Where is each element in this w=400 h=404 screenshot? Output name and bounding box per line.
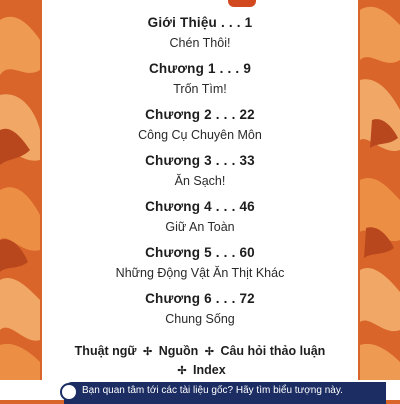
primary-source-icon bbox=[60, 383, 78, 401]
toc-entry-title: Trốn Tìm! bbox=[173, 82, 227, 96]
toc-entry[interactable] bbox=[42, 198, 358, 244]
toc-entry[interactable] bbox=[42, 290, 358, 336]
toc-entry-title: Chén Thôi! bbox=[169, 36, 231, 50]
footer-note: Bạn quan tâm tới các tài liệu gốc? Hãy tìm biểu tượng này. bbox=[82, 385, 343, 396]
toc-entry[interactable] bbox=[42, 244, 358, 290]
leaf-separator-icon: ✢ bbox=[204, 346, 214, 358]
sources-link[interactable]: Nguồn bbox=[158, 344, 199, 358]
toc-entry-heading: Giới Thiệu . . . 1 bbox=[147, 15, 253, 30]
toc-entry[interactable] bbox=[42, 106, 358, 152]
index-link[interactable]: Index bbox=[193, 363, 226, 377]
toc-entry-title: Giữ An Toàn bbox=[165, 220, 235, 234]
toc-entry-title: Ăn Sạch! bbox=[174, 174, 226, 188]
top-ornament bbox=[228, 0, 256, 7]
toc-entry-title: Chung Sống bbox=[165, 312, 235, 326]
toc-entry[interactable] bbox=[42, 14, 358, 60]
toc-entry-heading: Chương 3 . . . 33 bbox=[145, 153, 255, 168]
toc-entry-heading: Chương 4 . . . 46 bbox=[145, 199, 255, 214]
toc-entry-title: Công Cụ Chuyên Môn bbox=[138, 128, 262, 142]
toc-entry[interactable] bbox=[42, 60, 358, 106]
toc-entry[interactable] bbox=[42, 152, 358, 198]
table-of-contents bbox=[42, 14, 358, 336]
leaf-separator-icon: ✢ bbox=[142, 346, 153, 358]
toc-entry-heading: Chương 6 . . . 72 bbox=[145, 291, 255, 306]
toc-entry-heading: Chương 2 . . . 22 bbox=[145, 107, 255, 122]
toc-entry-heading: Chương 1 . . . 9 bbox=[148, 61, 252, 76]
leaf-separator-icon: ✢ bbox=[177, 365, 187, 377]
contents-page bbox=[42, 0, 358, 380]
toc-entry-title: Những Động Vật Ăn Thịt Khác bbox=[115, 266, 285, 280]
discussion-questions-link[interactable]: Câu hỏi thảo luận bbox=[220, 344, 326, 358]
glossary-link[interactable]: Thuật ngữ bbox=[74, 344, 137, 358]
toc-entry-heading: Chương 5 . . . 60 bbox=[145, 245, 255, 260]
back-matter-links bbox=[42, 342, 358, 380]
